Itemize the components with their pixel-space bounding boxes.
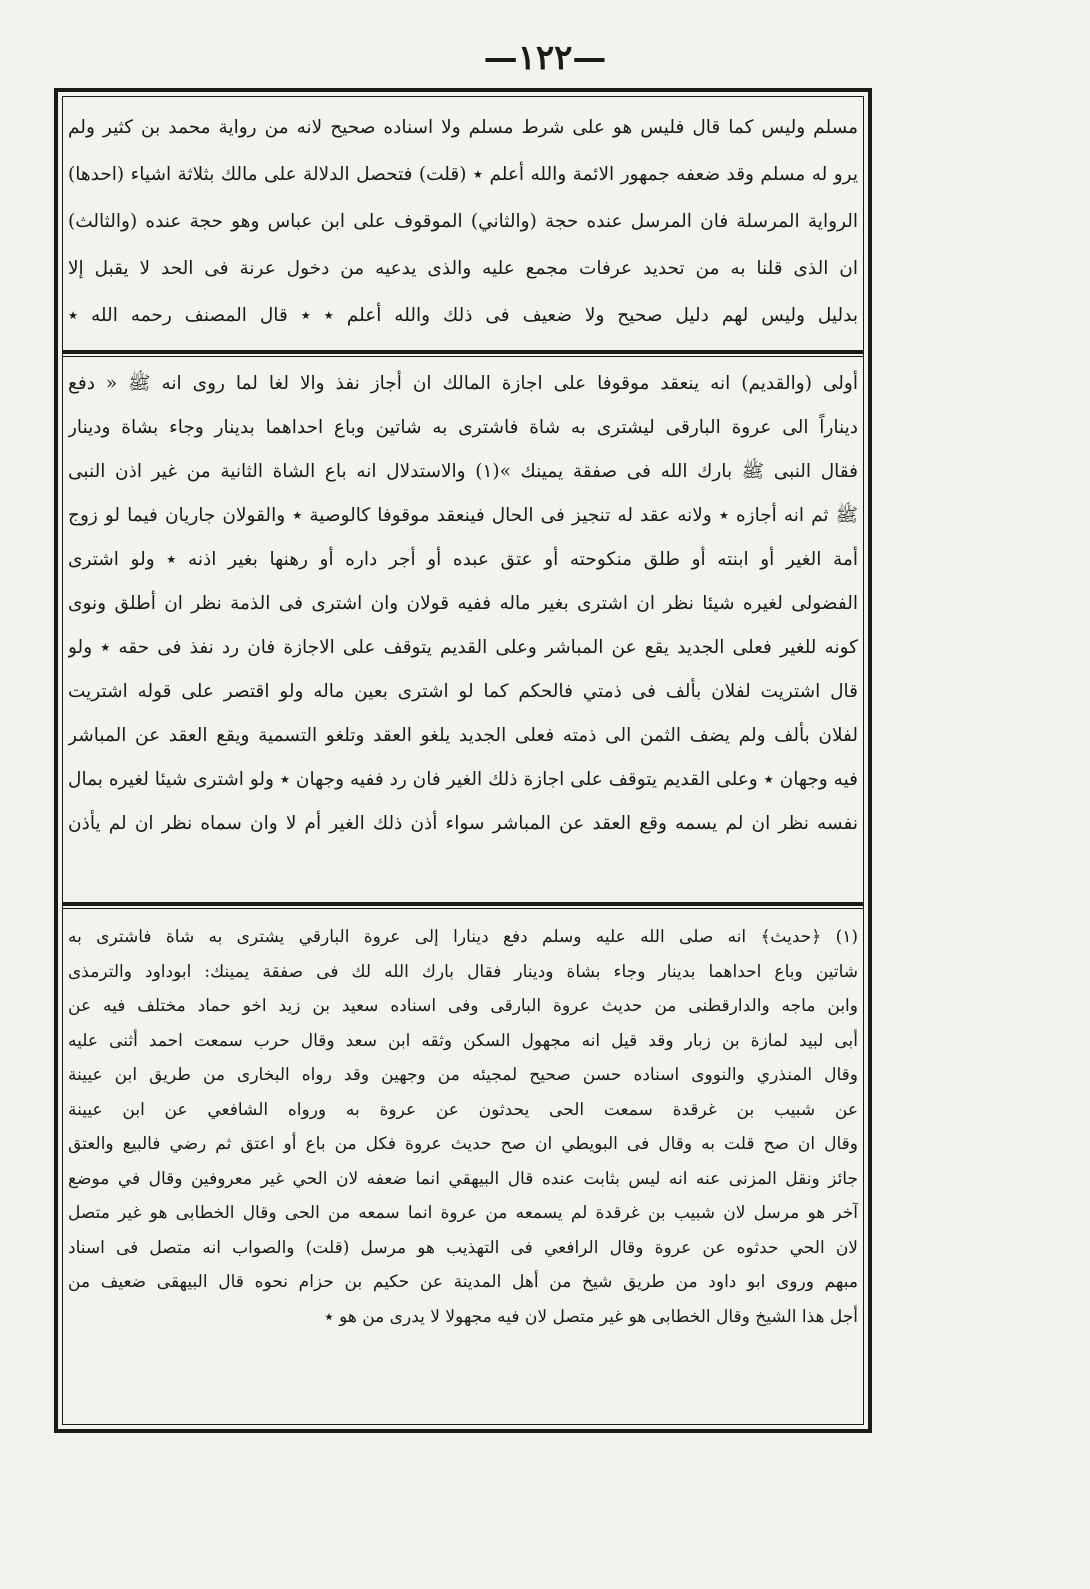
- text-line: لفلان بألف ولم يضف الثمن الى ذمته فعلى الجديد يلغو العقد وتلغو التسمية ويقع العقد عن المباشر: [68, 725, 858, 746]
- footnote-line: أبى لبيد لمازة بن زبار وقد قيل انه مجهول السكن وثقه ابن سعد وقال حرب سمعت احمد أثنى عليه: [68, 1030, 858, 1051]
- footnote-line: آخر هو مرسل لان شبيب بن غرقدة لم يسمعه من عروة انما سمعه من الحى وقال الخطابى هو غير متصل: [68, 1203, 858, 1223]
- text-line: فيه وجهان ٭ وعلى القديم يتوقف على اجازة ذلك الغير فان رد ففيه وجهان ٭ ولو اشترى شيئا لغيره بمال: [68, 769, 858, 790]
- footnote-block: [68, 920, 858, 1420]
- main-text-block: [68, 362, 858, 892]
- footnote-divider-thin: [62, 908, 864, 909]
- text-line: يرو له مسلم وقد ضعفه جمهور الائمة والله أعلم ٭ (قلت) فتحصل الدلالة على مالك بثلاثة اشياء (احدها): [68, 164, 858, 185]
- page-number: —١٢٢—: [483, 38, 607, 78]
- text-line: الفضولى لغيره شيئا نظر ان اشترى بغير ماله ففيه قولان وان اشترى فى الذمة نظر ان أطلق ونوى: [68, 593, 858, 614]
- footnote-divider-thick: [62, 902, 864, 906]
- text-line: قال اشتريت لفلان بألف فى ذمتي فالحكم كما لو اشترى بعين ماله ولو اقتصر على قوله اشتريت: [68, 681, 858, 702]
- footnote-line: وقال المنذري والنووى اسناده حسن صحيح لمجيئه من وجهين وقد رواه البخارى من طريق ابن عيينة: [68, 1065, 858, 1085]
- text-line: مسلم وليس كما قال فليس هو على شرط مسلم ولا اسناده صحيح لانه من رواية محمد بن كثير ولم: [68, 117, 858, 138]
- text-line: ﷺ ثم انه أجازه ٭ ولانه عقد له تنجيز فى الحال فينعقد موقوفا كالوصية ٭ والقولان جاريان فيما لو زوج: [68, 505, 858, 526]
- text-line: ديناراً الى عروة البارقى ليشترى به شاة فاشترى به شاتين وباع احداهما بدينار وجاء بشاة ودينار: [68, 417, 858, 438]
- footnote-line: شاتين وباع احداهما بدينار وجاء بشاة ودينار فقال بارك الله لك فى صفقة يمينك: ابوداود والترمذى: [68, 961, 858, 982]
- section-divider-thick: [62, 350, 864, 354]
- footnote-line: مبهم وروى ابو داود من طريق شيخ من أهل المدينة عن حكيم بن حزام نحوه قال البيهقى ضعيف من: [68, 1272, 858, 1292]
- top-text-block: [68, 104, 858, 344]
- footnote-line: وقال ان صح قلت به وقال فى البويطي ان صح حديث عروة فكل من باع أو اعتق ثم رضي فالبيع والعتق: [68, 1134, 858, 1154]
- footnote-line: لان الحي حدثوه عن عروة وقال الرافعي فى التهذيب هو مرسل (قلت) والصواب انه متصل فى اسناد: [68, 1237, 858, 1258]
- footnote-line: جائز ونقل المزنى عنه انه ليس بثابت عنده قال البيهقي انما ضعفه لان الحي غير معروفين وقال في موضع: [68, 1168, 858, 1189]
- text-line: أولى (والقديم) انه ينعقد موقوفا على اجازة المالك ان أجاز نفذ والا لغا لما روى انه ﷺ « دفع: [68, 373, 858, 394]
- footnote-line: عن شبيب بن غرقدة سمعت الحى يحدثون عن عروة به ورواه الشافعي عن ابن عيينة: [68, 1099, 858, 1120]
- section-divider-thin: [62, 356, 864, 357]
- footnote-line: (١) ﴿حديث﴾ انه صلى الله عليه وسلم دفع دينارا إلى عروة البارقي يشترى به شاة فاشترى به: [68, 927, 858, 947]
- text-line: الرواية المرسلة فان المرسل عنده حجة (والثاني) الموقوف على ابن عباس وهو حجة عنده (والثالث): [68, 211, 858, 232]
- text-line: بدليل وليس لهم دليل صحيح ولا ضعيف فى ذلك والله أعلم ٭ ٭ قال المصنف رحمه الله ٭: [68, 305, 858, 326]
- footnote-line: وابن ماجه والدارقطنى من حديث عروة البارقى وفى اسناده سعيد بن زيد اخو حماد مختلف فيه عن: [68, 996, 858, 1016]
- text-line: نفسه نظر ان لم يسمه وقع العقد عن المباشر سواء أذن ذلك الغير أم لا وان سماه نظر ان لم يأذن: [68, 813, 858, 834]
- text-line: كونه للغير فعلى الجديد يقع عن المباشر وعلى القديم يتوقف على الاجازة فان رد نفذ فى حقه ٭ ولو: [68, 637, 858, 658]
- text-line: فقال النبى ﷺ بارك الله فى صفقة يمينك »(١) والاستدلال انه باع الشاة الثانية من غير اذن النبى: [68, 461, 858, 482]
- text-line: ان الذى قلنا به من تحديد عرفات مجمع عليه والذى يدعيه من دخول عرنة فى الحد لا يقبل إلا: [68, 258, 858, 279]
- footnote-line: أجل هذا الشيخ وقال الخطابى هو غير متصل لان فيه مجهولا لا يدرى من هو ٭: [324, 1306, 858, 1327]
- text-line: أمة الغير أو ابنته أو طلق منكوحته أو عتق عبده أو أجر داره أو رهنها بغير اذنه ٭ ولو اشترى: [68, 549, 858, 570]
